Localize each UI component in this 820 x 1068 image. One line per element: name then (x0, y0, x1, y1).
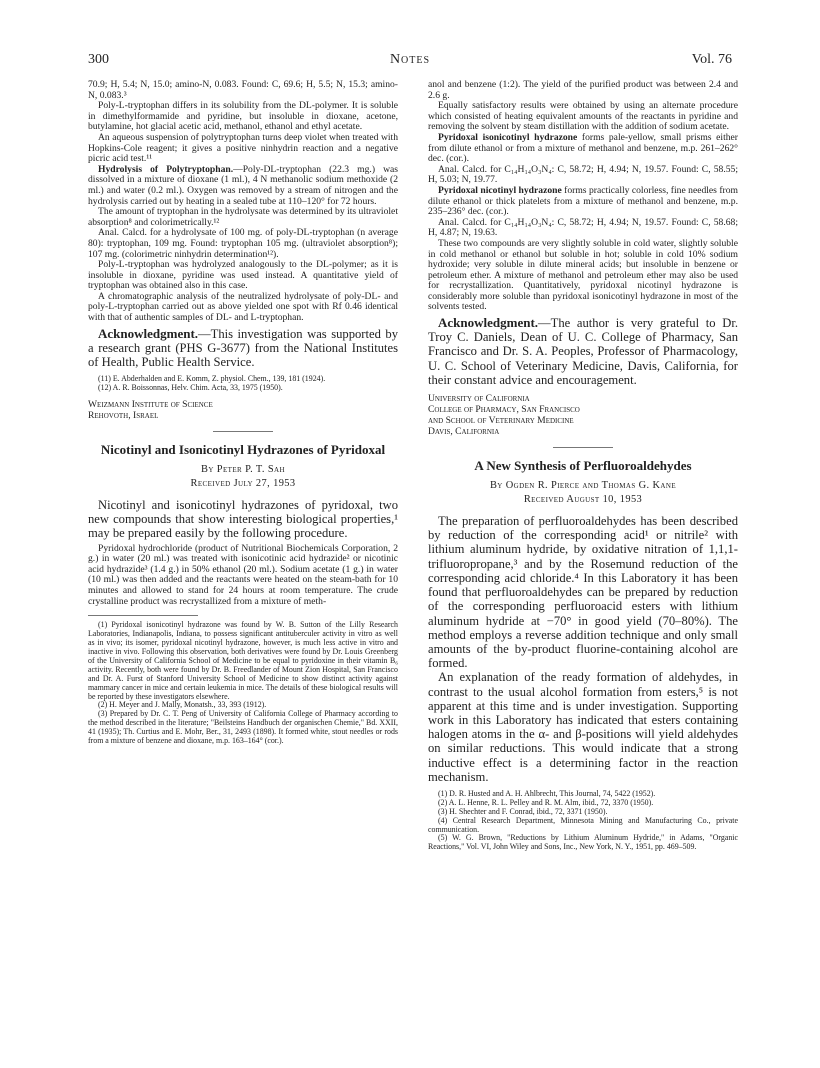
page-header (88, 52, 732, 70)
footnote: (5) W. G. Brown, "Reductions by Lithium Aluminum Hydride," in Adams, "Organic Reactions," Vol. VI, John Wiley and Sons, Inc., New York, N. Y., 1951, pp. 469–509. (428, 833, 738, 852)
analysis-paragraph: Anal. Calcd. for C₁₄H₁₄O₃N₄: C, 58.72; H, 4.94; N, 19.57. Found: C, 58.55; H, 5.03; N, 19.77. (428, 163, 738, 186)
received-date: Received July 27, 1953 (190, 478, 296, 490)
footnote: (11) E. Abderhalden and E. Komm, Z. physiol. Chem., 139, 181 (1924). (98, 374, 326, 384)
paragraph: Equally satisfactory results were obtained by using an alternate procedure which consisted of heating equivalent amounts of the reactants in pyridine and removing the solvent by steam distillation with the addition of sodium acetate. (428, 100, 738, 133)
paragraph: The amount of tryptophan in the hydrolysate was determined by its ultraviolet absorption⁸ and colorimetrically.¹² (88, 206, 398, 228)
acknowledgment-heading: Acknowledgment. (98, 325, 199, 341)
paragraph: Pyridoxal nicotinyl hydrazone forms practically colorless, fine needles from dilute ethanol or thick platelets from a mixture of methanol and benzene, m.p. 235–236° dec. (cor.). (428, 184, 738, 218)
author-byline: By Peter P. T. Sah (201, 464, 285, 476)
section-heading: Hydrolysis of Polytryptophan. (98, 163, 234, 175)
footnote: (2) H. Meyer and J. Mally, Monatsh., 33, 393 (1912). (98, 700, 267, 710)
paragraph: 70.9; H, 5.4; N, 15.0; amino-N, 0.083. Found: C, 69.6; H, 5.5; N, 15.3; amino-N, 0.083.³ (88, 79, 398, 101)
paragraph: Poly-L-tryptophan differs in its solubility from the DL-polymer. It is soluble in dimethylformamide and pyridine, but insoluble in dioxane, acetone, butylamine, hot glacial acetic acid, methanol, ethanol and ethyl acetate. (88, 100, 398, 133)
paragraph: Poly-L-tryptophan was hydrolyzed analogously to the DL-polymer; as it is insoluble in dioxane, pyridine was used instead. A quantitative yield of tryptophan was obtained also in this case. (88, 259, 398, 292)
paragraph: anol and benzene (1:2). The yield of the purified product was between 2.4 and 2.6 g. (428, 79, 738, 101)
paragraph: Pyridoxal hydrochloride (product of Nutritional Biochemicals Corporation, 2 g.) in water (20 ml.) was treated with isonicotinic acid hydrazide² or nicotinic acid hydrazide³ (1.4 g.) in 50% ethanol (20 ml.). Sodium acetate (1 g.) in water (10 ml.) was then added and the reactants were heated on the steam-bath for 10 minutes and allowed to stand for 24 hours at room temperature. The crude crystalline product was recrystallized from a mixture of meth- (88, 542, 398, 607)
volume-label: Vol. 76 (691, 52, 732, 67)
affiliation: Weizmann Institute of Science Rehovoth, Israel (88, 399, 213, 422)
acknowledgment-heading: Acknowledgment. (438, 315, 539, 331)
received-date: Received August 10, 1953 (523, 494, 643, 506)
acknowledgment: Acknowledgment.—This investigation was supported by a research grant (PHS G-3677) from the National Institutes of Health, Public Health Service. (88, 325, 398, 370)
article-title: Nicotinyl and Isonicotinyl Hydrazones of Pyridoxal (100, 442, 386, 458)
left-column (88, 80, 398, 746)
footnote: (3) Prepared by Dr. C. T. Peng of University of California College of Pharmacy according to the method described in the literature; "Beilsteins Handbuch der organischen Chemie," Bd. XXII, 41 (1935); Th. Curtius and E. Mohr, Ber., 31, 2493 (1898). It formed white, stout needles or rods from a mixture of benzene and dioxane, m.p. 163–164° (cor.). (88, 709, 398, 746)
footnote: (3) H. Shechter and F. Conrad, ibid., 72, 3371 (1950). (438, 806, 608, 816)
paragraph: Hydrolysis of Polytryptophan.—Poly-DL-tryptophan (22.3 mg.) was dissolved in a mixture of dioxane (1 ml.), 4 N methanolic sodium methoxide (2 ml.) and water (0.2 ml.). Oxygen was removed by a stream of nitrogen and the hydrolysis carried out by heating in a sealed tube at 110–120° for 72 hours. (88, 163, 398, 207)
compound-heading: Pyridoxal nicotinyl hydrazone (438, 184, 562, 196)
footnote: (1) Pyridoxal isonicotinyl hydrazone was found by W. B. Sutton of the Lilly Research Laboratories, Indianapolis, Indiana, to possess significant antituberculer activity in vitro as well as in vivo; its isomer, pyridoxal nicotinyl hydrazone, however, is much less active in vitro and inactive in vivo. Following this observation, both derivatives were found by Dr. Louis Greenberg of the University of California School of Medicine to be equal to pyridoxine in their vitamin B₆ activity. Recently, both were found by Dr. B. Freedlander of Mount Zion Hospital, San Francisco and Dr. A. Furst of Stanford University School of Medicine to show distinct activity against mammary cancer in mice and certain leukemia in mice. The details of these biological results will be reported by these investigators elsewhere. (88, 620, 398, 701)
analysis-paragraph: Anal. Calcd. for C₁₄H₁₄O₃N₄: C, 58.72; H, 4.94; N, 19.57. Found: C, 58.68; H, 4.87; N, 19.63. (428, 216, 738, 239)
acknowledgment: Acknowledgment.—The author is very grateful to Dr. Troy C. Daniels, Dean of U. C. College of Pharmacy, San Francisco and Dr. S. A. Peoples, Professor of Pharmacology, U. C. School of Veterinary Medicine, Davis, California, for their constant advice and encouragement. (428, 315, 738, 387)
compound-heading: Pyridoxal isonicotinyl hydrazone (438, 131, 578, 143)
footnote: (12) A. R. Boissonnas, Helv. Chim. Acta, 33, 1975 (1950). (98, 383, 283, 393)
divider (553, 447, 613, 448)
paragraph: An aqueous suspension of polytryptophan turns deep violet when treated with Hopkins-Cole reagent; it gives a positive ninhydrin reaction and a negative picric acid test.¹¹ (88, 131, 398, 165)
page-number: 300 (88, 52, 109, 67)
right-column (428, 80, 738, 852)
article-title: A New Synthesis of Perfluoroaldehydes (474, 458, 692, 474)
footnote: (1) D. R. Husted and A. H. Ahlbrecht, This Journal, 74, 5422 (1952). (438, 788, 656, 798)
paragraph: An explanation of the ready formation of aldehydes, in contrast to the usual alcohol formation from esters,⁵ is not apparent at this time and is under investigation. Supporting work in this Laboratory has indicated that esters containing halogen atoms in the α- and β-positions will yield aldehydes on similar reductions. This would indicate that a strong inductive effect is a determining factor in the reaction mechanism. (428, 670, 738, 784)
author-byline: By Ogden R. Pierce and Thomas G. Kane (489, 480, 677, 492)
footnote: (2) A. L. Henne, R. L. Pelley and R. M. Alm, ibid., 72, 3370 (1950). (438, 797, 654, 807)
affiliation: University of California College of Pharmacy, San Francisco and School of Veterinary Medicine Davis, California (428, 393, 580, 438)
paragraph: A chromatographic analysis of the neutralized hydrolysate of poly-DL- and poly-L-tryptophan carried out as above yielded one spot with Rf 0.46 identical with that of authentic samples of DL- and L-tryptophan. (88, 290, 398, 324)
paragraph: Pyridoxal isonicotinyl hydrazone forms pale-yellow, small prisms either from dilute ethanol or from a mixture of methanol and benzene, m.p. 261–262° dec. (cor.). (428, 131, 738, 165)
footnote-divider (88, 615, 198, 616)
running-title: Notes (389, 52, 431, 67)
intro-paragraph: The preparation of perfluoroaldehydes has been described by reduction of the corresponding acid¹ or nitrile² with lithium aluminum hydride, by oxidative nitration of 1,1,1-trifluoropropane,³ and by the Rosemund reduction of the corresponding acid chloride.⁴ In this Laboratory it has been found that perfluoroaldehydes can be prepared by reduction of the corresponding perfluoroacid esters with lithium aluminum hydride at −70° in good yield (70–80%). The method employs a reverse addition technique and only small amounts of the by-product fluorine-containing alcohol are formed. (428, 514, 738, 671)
divider (213, 431, 273, 432)
analysis-paragraph: Anal. Calcd. for a hydrolysate of 100 mg. of poly-DL-tryptophan (n average 80): tryptophan, 109 mg. Found: tryptophan 105 mg. (ultraviolet absorption⁸); 107 mg. (colorimetric ninhydrin determination¹²). (88, 227, 398, 260)
paragraph: These two compounds are very slightly soluble in cold water, slightly soluble in cold methanol or ethanol but soluble in hot; soluble in cold 10% sodium hydroxide; very soluble in dilute mineral acids; but insoluble in benzene or petroleum ether. A mixture of methanol and petroleum ether may also be used for recrystallization. Quantitatively, pyridoxal nicotinyl hydrazone is considerably more soluble than pyridoxal isonicotinyl hydrazone in most of the solvents tested. (428, 237, 738, 313)
footnote: (4) Central Research Department, Minnesota Mining and Manufacturing Co., private communication. (428, 815, 738, 834)
intro-paragraph: Nicotinyl and isonicotinyl hydrazones of pyridoxal, two new compounds that show interesting biological properties,¹ may be prepared easily by the following procedure. (88, 498, 398, 541)
